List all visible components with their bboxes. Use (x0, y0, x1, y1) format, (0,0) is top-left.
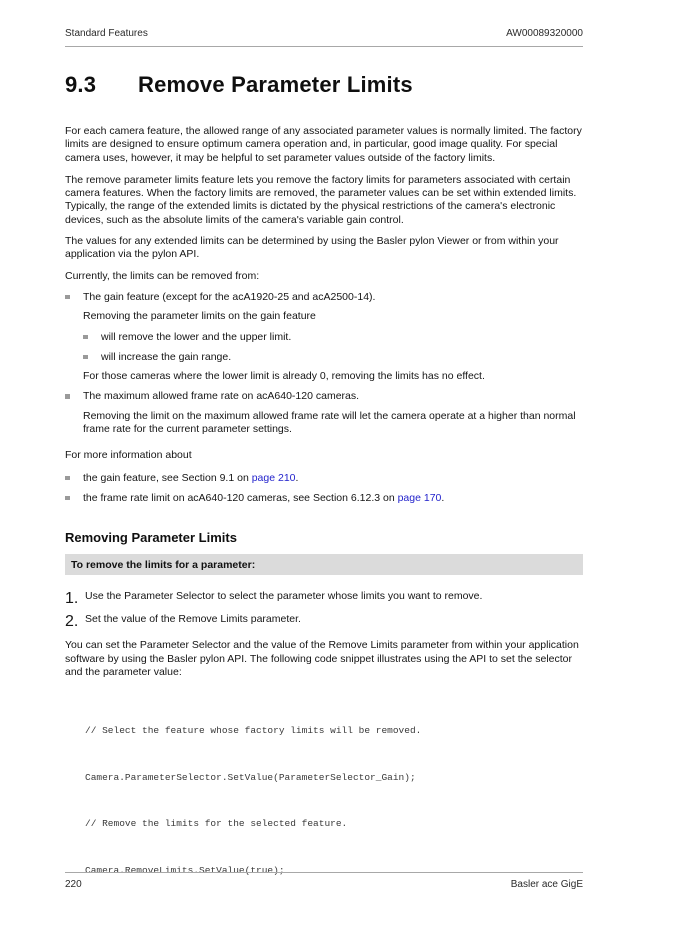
paragraph-list-lead: Currently, the limits can be removed from: (65, 269, 260, 282)
bullet-gain-note: For those cameras where the lower limit is already 0, removing the limits has no effect. (83, 370, 485, 383)
code-line: // Remove the limits for the selected feature. (85, 818, 348, 830)
more-info-item-2 (83, 492, 444, 505)
subsection-heading: Removing Parameter Limits (65, 530, 237, 546)
bullet-frame-rate-note: Removing the limit on the maximum allowed frame rate will let the camera operate at a higher than normal frame rate for the current parameter settings. (83, 409, 576, 436)
bullet-square-icon (65, 390, 83, 403)
section-number: 9.3 (65, 72, 97, 97)
header-right-doc-number: AW00089320000 (506, 28, 583, 39)
page-header (65, 28, 583, 47)
instruction-banner (65, 554, 583, 575)
bullet-square-icon (65, 291, 83, 304)
bullet-frame-rate-text: The maximum allowed frame rate on acA640-120 cameras. (83, 390, 360, 403)
more-info-item-1 (83, 472, 298, 485)
page-footer (65, 872, 583, 890)
step-1-number: 1. (65, 590, 79, 608)
more-info-lead: For more information about (65, 449, 192, 462)
step-1-text: Use the Parameter Selector to select the parameter whose limits you want to remove. (85, 590, 483, 603)
page-170-link[interactable]: page 170 (397, 491, 442, 504)
document-page (0, 28, 677, 927)
more-info-item-1-text: the gain feature, see Section 9.1 on (83, 471, 252, 484)
api-description-paragraph: You can set the Parameter Selector and the value of the Remove Limits parameter from within your application software by using the Basler pylon API. The following code snippet illustrates using the API to set the selector and the parameter value: (65, 639, 579, 678)
paragraph-intro-1: For each camera feature, the allowed range of any associated parameter values is normally limited. The factory limits are designed to ensure optimum camera operation and, in particular, good image quality. For special camera uses, however, it may be helpful to set parameter values outside of the factory limits. (65, 125, 582, 164)
list-item (65, 472, 583, 485)
list-item (65, 390, 583, 403)
footer-page-number: 220 (65, 879, 82, 890)
numbered-steps (65, 590, 583, 631)
step-2-text: Set the value of the Remove Limits parameter. (85, 613, 301, 626)
bullet-square-icon (65, 492, 83, 505)
paragraph-intro-2: The remove parameter limits feature lets you remove the factory limits for parameters associated with certain camera features. When the factory limits are removed, the parameter values can be set within extended limits. Typically, the range of the extended limits is dictated by the physical restrictions of the camera's electronic devices, such as the absolute limits of the camera's variable gain control. (65, 173, 577, 226)
list-item (83, 331, 583, 344)
bullet-gain-text: The gain feature (except for the acA1920-25 and acA2500-14). (83, 290, 376, 303)
step-row (65, 613, 583, 631)
bullet-gain-sub-intro: Removing the parameter limits on the gain feature (83, 310, 316, 323)
bullet-gain-sub-2: will increase the gain range. (101, 350, 232, 363)
footer-product-name: Basler ace GigE (510, 879, 583, 890)
paragraph-intro-3: The values for any extended limits can be determined by using the Basler pylon Viewer or from within your application via the pylon API. (65, 235, 559, 261)
section-title (65, 72, 583, 98)
code-line: Camera.ParameterSelector.SetValue(ParameterSelector_Gain); (85, 771, 416, 783)
code-line: // Select the feature whose factory limits will be removed. (85, 725, 422, 737)
more-info-item-2-period: . (441, 491, 445, 504)
more-info-item-1-period: . (295, 471, 299, 484)
bullet-square-icon (83, 331, 101, 344)
bullet-square-icon (83, 351, 101, 364)
code-line: Camera.RemoveLimits.SetValue(true); (85, 864, 285, 876)
bullet-gain-sub-1: will remove the lower and the upper limit. (101, 330, 292, 343)
more-info-item-2-text: the frame rate limit on acA640-120 cameras, see Section 6.12.3 on (83, 491, 398, 504)
list-item (65, 291, 583, 304)
list-item (83, 351, 583, 364)
page-210-link[interactable]: page 210 (251, 471, 296, 484)
header-left-text: Standard Features (65, 28, 148, 39)
section-title-text: Remove Parameter Limits (138, 72, 413, 97)
step-row (65, 590, 583, 608)
bullet-square-icon (65, 472, 83, 485)
list-item (65, 492, 583, 505)
step-2-number: 2. (65, 613, 79, 631)
page-content (65, 72, 583, 909)
instruction-banner-text: To remove the limits for a parameter: (71, 558, 256, 571)
